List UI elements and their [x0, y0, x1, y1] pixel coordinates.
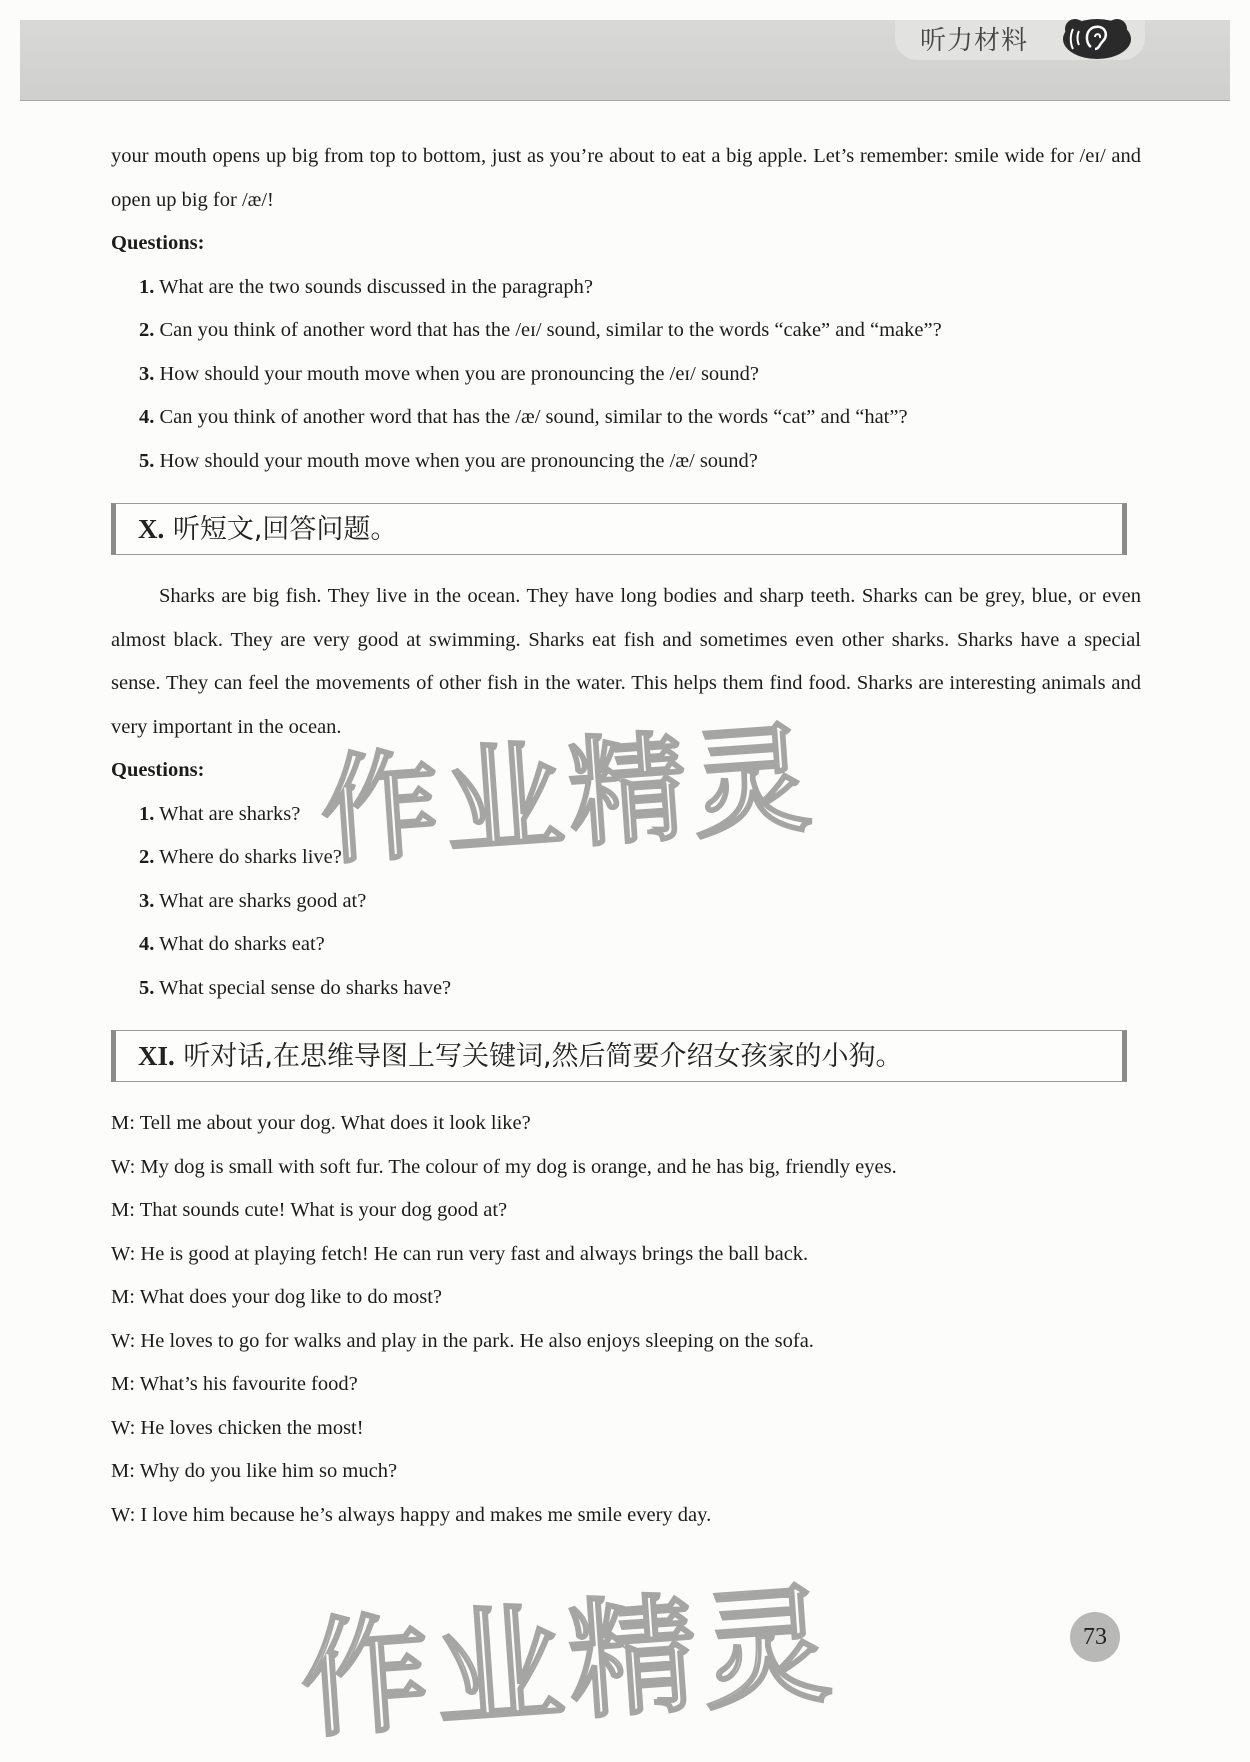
question-item: 1. What are the two sounds discussed in the paragraph? — [139, 275, 593, 298]
question-item: 4. Can you think of another word that has the /æ/ sound, similar to the words “cat” and “hat”? — [139, 406, 908, 428]
questions-heading: Questions: — [111, 232, 205, 254]
section-x-header — [111, 503, 1127, 555]
dialog-line: M: That sounds cute! What is your dog good at? — [111, 1199, 508, 1221]
dialog-line: M: What’s his favourite food? — [111, 1373, 358, 1395]
dialog-line: M: Why do you like him so much? — [111, 1460, 398, 1482]
dialog-line: W: He is good at playing fetch! He can run very fast and always brings the ball back. — [111, 1242, 809, 1265]
dialog-line: M: Tell me about your dog. What does it look like? — [111, 1112, 531, 1134]
page-number: 73 — [1070, 1612, 1120, 1662]
section-xi-title: XI. 听对话,在思维导图上写关键词,然后简要介绍女孩家的小狗。 — [138, 1041, 903, 1072]
dialog-line: W: He loves chicken the most! — [111, 1416, 364, 1439]
questions-heading: Questions: — [111, 759, 205, 781]
question-item: 4. What do sharks eat? — [139, 933, 325, 955]
watermark-text: 作业精灵 — [316, 708, 821, 882]
question-item: 2. Where do sharks live? — [139, 846, 342, 868]
ear-icon — [1055, 15, 1135, 63]
dialog-line: W: I love him because he’s always happy and makes me smile every day. — [111, 1503, 712, 1526]
watermark-text: 作业精灵 — [296, 1570, 842, 1757]
question-item: 5. What special sense do sharks have? — [139, 976, 452, 999]
dialog-line: W: He loves to go for walks and play in the park. He also enjoys sleeping on the sofa. — [111, 1329, 814, 1352]
shark-passage: Sharks are big fish. They live in the ocean. They have long bodies and sharp teeth. Sharks can be grey, blue, or even almost black. They are very good at swimming. Sharks eat fish and sometimes even other sharks. Sharks have a special sense. They can feel the movements of other fish in the water. This helps them find food. Sharks are interesting animals and very important in the ocean. — [111, 585, 1141, 738]
question-item: 3. What are sharks good at? — [139, 889, 367, 912]
question-item: 3. How should your mouth move when you are pronouncing the /eɪ/ sound? — [139, 362, 760, 385]
question-item: 2. Can you think of another word that has the /eɪ/ sound, similar to the words “cake” and “make”? — [139, 319, 942, 341]
intro-paragraph: your mouth opens up big from top to bottom, just as you’re about to eat a big apple. Let’s remember: smile wide for /eɪ/ and open up big for /æ/! — [111, 145, 1141, 211]
question-item: 5. How should your mouth move when you are pronouncing the /æ/ sound? — [139, 449, 758, 472]
dialog-line: W: My dog is small with soft fur. The colour of my dog is orange, and he has big, friendly eyes. — [111, 1155, 897, 1178]
dialog-line: M: What does your dog like to do most? — [111, 1286, 443, 1308]
header-title: 听力材料 — [920, 26, 1029, 56]
section-x-title: X. 听短文,回答问题。 — [138, 514, 398, 545]
question-item: 1. What are sharks? — [139, 802, 301, 825]
section-xi-header — [111, 1030, 1127, 1082]
